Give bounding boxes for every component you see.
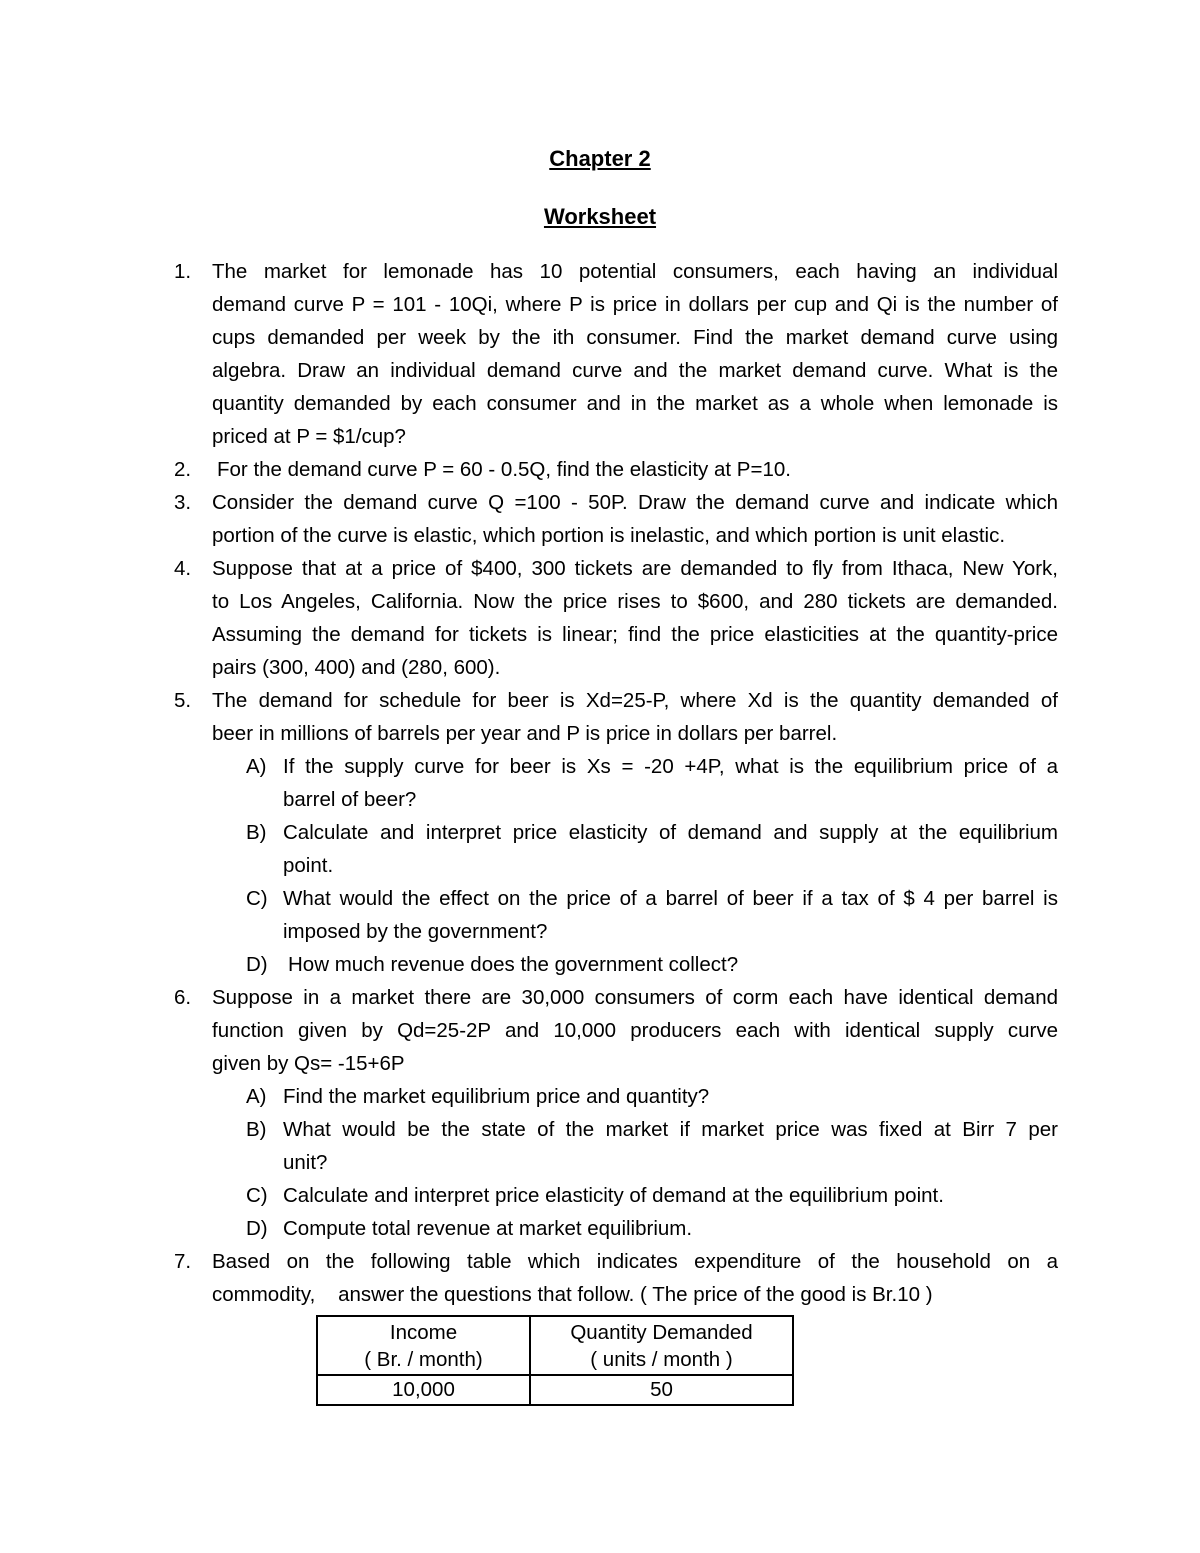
question-5-part-line: barrel of beer? [283,788,417,811]
table-header-cell [317,1316,530,1375]
question-1-line: quantity demanded by each consumer and in the market as a whole when lemonade is [212,392,1058,415]
question-3-line: Consider the demand curve Q =100 - 50P. Draw the demand curve and indicate which [212,491,1058,514]
question-1-line: cups demanded per week by the ith consumer. Find the market demand curve using [212,326,1058,349]
question-5-part-label: A) [246,755,267,778]
question-7-number: 7. [174,1250,192,1273]
question-4-number: 4. [174,557,192,580]
question-4-line: pairs (300, 400) and (280, 600). [212,656,501,679]
question-2-line: For the demand curve P = 60 - 0.5Q, find the elasticity at P=10. [217,458,791,481]
question-5-part-label: C) [246,887,268,910]
question-5-part-label: D) [246,953,268,976]
header-line: ( units / month ) [590,1347,733,1371]
question-5-part-line: point. [283,854,334,877]
question-4-line: to Los Angeles, California. Now the price rises to $600, and 280 tickets are demanded. [212,590,1058,613]
question-5-part-label: B) [246,821,267,844]
table-header-cell [530,1316,793,1375]
table-cell: 50 [530,1375,793,1405]
worksheet-title: Worksheet [543,204,657,229]
question-1-line: algebra. Draw an individual demand curve and the market demand curve. What is the [212,359,1058,382]
question-5-part-line: How much revenue does the government collect? [288,953,739,976]
question-5-number: 5. [174,689,192,712]
question-4-line: Suppose that at a price of $400, 300 tickets are demanded to fly from Ithaca, New York, [212,557,1058,580]
question-6-part-label: B) [246,1118,267,1141]
question-5-part-line: What would the effect on the price of a barrel of beer if a tax of $ 4 per barrel is [283,887,1058,910]
header-line: Income [389,1320,458,1344]
question-5-line: beer in millions of barrels per year and P is price in dollars per barrel. [212,722,838,745]
table-cell: 10,000 [317,1375,530,1405]
table-header-row [317,1316,793,1375]
question-2-number: 2. [174,458,192,481]
question-6-part-label: C) [246,1184,268,1207]
question-6-line: function given by Qd=25-2P and 10,000 producers each with identical supply curve [212,1019,1058,1042]
question-3-number: 3. [174,491,192,514]
header-line: ( Br. / month) [364,1347,483,1371]
question-1-line: demand curve P = 101 - 10Qi, where P is price in dollars per cup and Qi is the number of [212,293,1058,316]
question-5-part-line: If the supply curve for beer is Xs = -20 +4P, what is the equilibrium price of a [283,755,1058,778]
question-6-line: given by Qs= -15+6P [212,1052,405,1075]
question-1-line: priced at P = $1/cup? [212,425,406,448]
question-7-line: Based on the following table which indicates expenditure of the household on a [212,1250,1058,1273]
question-5-part-line: Calculate and interpret price elasticity of demand and supply at the equilibrium [283,821,1058,844]
question-1-number: 1. [174,260,192,283]
question-6-part-line: Find the market equilibrium price and quantity? [283,1085,710,1108]
question-5-part-line: imposed by the government? [283,920,548,943]
question-6-part-label: D) [246,1217,268,1240]
question-6-part-line: Calculate and interpret price elasticity of demand at the equilibrium point. [283,1184,944,1207]
question-6-part-line: unit? [283,1151,328,1174]
question-6-line: Suppose in a market there are 30,000 consumers of corm each have identical demand [212,986,1058,1009]
question-7-line: commodity, answer the questions that follow. ( The price of the good is Br.10 ) [212,1283,933,1306]
expenditure-table [316,1315,794,1406]
question-4-line: Assuming the demand for tickets is linear; find the price elasticities at the quantity-price [212,623,1058,646]
question-6-part-line: What would be the state of the market if market price was fixed at Birr 7 per [283,1118,1058,1141]
chapter-title: Chapter 2 [549,146,651,171]
question-5-line: The demand for schedule for beer is Xd=25-P, where Xd is the quantity demanded of [212,689,1058,712]
question-3-line: portion of the curve is elastic, which portion is inelastic, and which portion is unit elastic. [212,524,1006,547]
question-1-line: The market for lemonade has 10 potential consumers, each having an individual [212,260,1058,283]
question-6-part-line: Compute total revenue at market equilibrium. [283,1217,693,1240]
question-6-part-label: A) [246,1085,267,1108]
header-line: Quantity Demanded [570,1320,753,1344]
table-row [317,1375,793,1405]
question-6-number: 6. [174,986,192,1009]
